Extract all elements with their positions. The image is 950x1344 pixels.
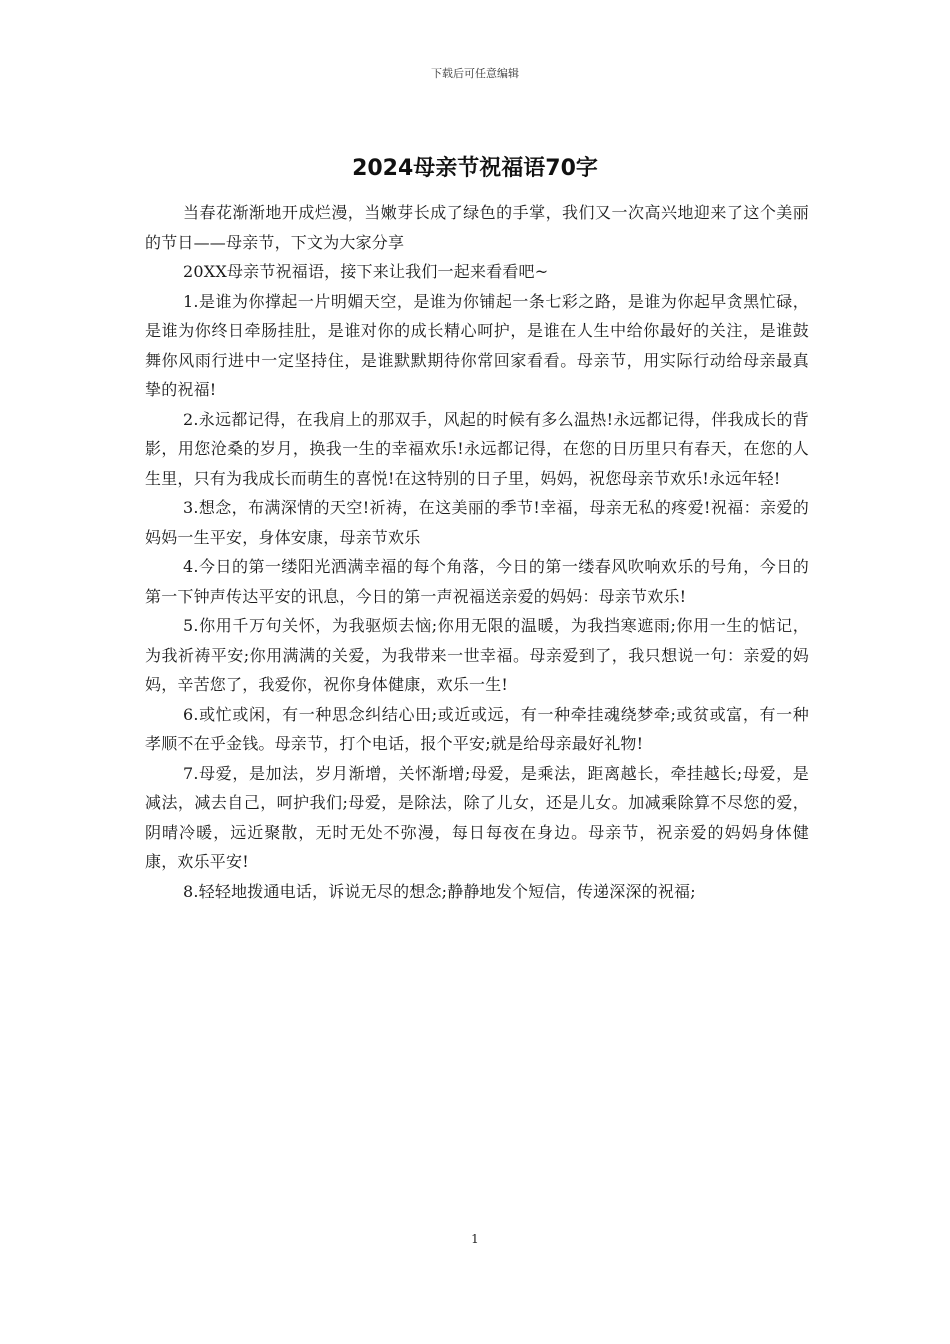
paragraph-intro: 当春花渐渐地开成烂漫，当嫩芽长成了绿色的手掌，我们又一次高兴地迎来了这个美丽的节日——母亲节，下文为大家分享 [145,203,809,252]
paragraph-item-6: 6.或忙或闲，有一种思念纠结心田;或近或远，有一种牵挂魂绕梦牵;或贫或富，有一种孝顺不在乎金钱。母亲节，打个电话，报个平安;就是给母亲最好礼物! [145,704,809,753]
page-header-note: 下载后可任意编辑 [431,67,519,80]
paragraph-item-2: 2.永远都记得，在我肩上的那双手，风起的时候有多么温热!永远都记得，伴我成长的背影，用您沧桑的岁月，换我一生的幸福欢乐!永远都记得，在您的日历里只有春天，在您的人生里，只有为我成长而萌生的喜悦!在这特别的日子里，妈妈，祝您母亲节欢乐!永远年轻! [145,409,809,488]
paragraph-item-5: 5.你用千万句关怀，为我驱烦去恼;你用无限的温暖，为我挡寒遮雨;你用一生的惦记，为我祈祷平安;你用满满的关爱，为我带来一世幸福。母亲爱到了，我只想说一句：亲爱的妈妈，辛苦您了，我爱你，祝你身体健康，欢乐一生! [145,616,809,694]
paragraph-item-3: 3.想念，布满深情的天空!祈祷，在这美丽的季节!幸福，母亲无私的疼爱!祝福：亲爱的妈妈一生平安，身体安康，母亲节欢乐 [145,498,809,547]
page-number: 1 [471,1232,479,1246]
paragraph-item-7: 7.母爱，是加法，岁月渐增，关怀渐增;母爱，是乘法，距离越长，牵挂越长;母爱，是减法，减去自己，呵护我们;母爱，是除法，除了儿女，还是儿女。加减乘除算不尽您的爱，阴晴冷暖，远近聚散，无时无处不弥漫，每日每夜在身边。母亲节，祝亲爱的妈妈身体健康，欢乐平安! [145,763,809,871]
document-title: 2024母亲节祝福语70字 [352,156,598,181]
document-body [145,198,809,906]
paragraph-item-1: 1.是谁为你撑起一片明媚天空，是谁为你铺起一条七彩之路，是谁为你起早贪黑忙碌，是谁为你终日牵肠挂肚，是谁对你的成长精心呵护，是谁在人生中给你最好的关注，是谁鼓舞你风雨行进中一定坚持住，是谁默默期待你常回家看看。母亲节，用实际行动给母亲最真挚的祝福! [145,291,809,399]
paragraph-lead: 20XX母亲节祝福语，接下来让我们一起来看看吧~ [183,262,549,281]
paragraph-item-4: 4.今日的第一缕阳光洒满幸福的每个角落，今日的第一缕春风吹响欢乐的号角，今日的第一下钟声传达平安的讯息，今日的第一声祝福送亲爱的妈妈：母亲节欢乐! [145,557,809,606]
paragraph-item-8: 8.轻轻地拨通电话，诉说无尽的想念;静静地发个短信，传递深深的祝福; [183,881,696,901]
